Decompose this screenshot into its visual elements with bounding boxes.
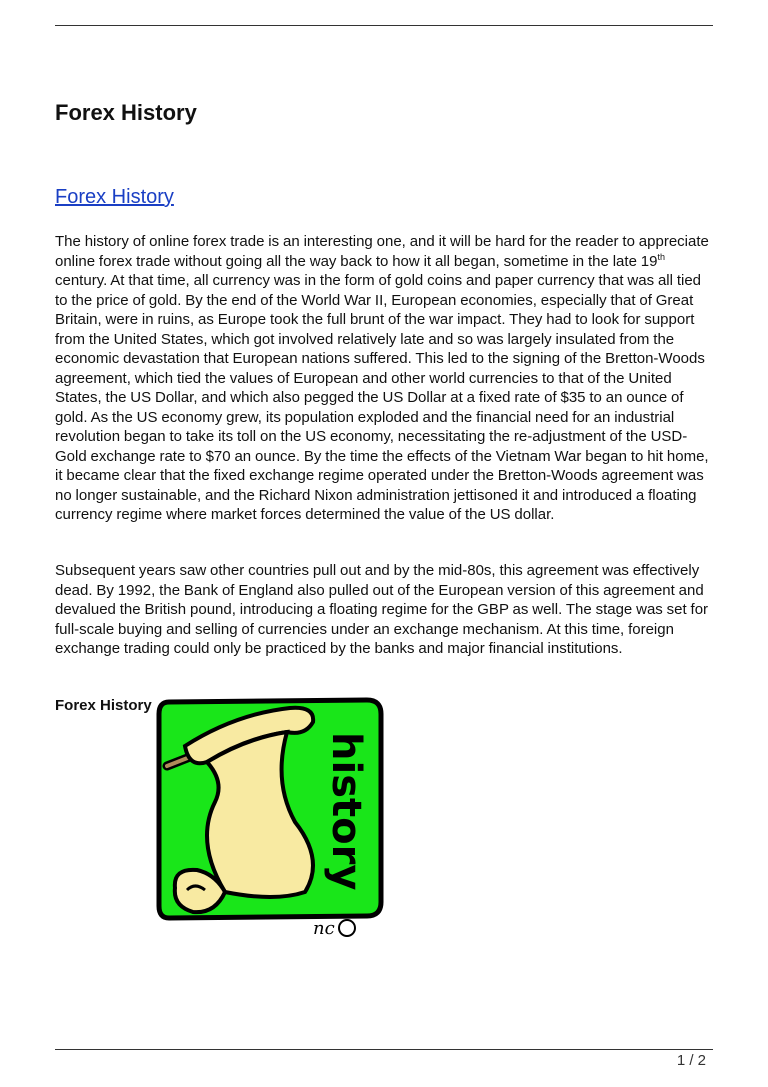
signature-circle bbox=[339, 920, 355, 936]
history-scroll-illustration bbox=[155, 692, 390, 942]
paragraph-1-superscript: th bbox=[657, 251, 665, 262]
history-scroll-icon bbox=[155, 692, 390, 942]
page-number: 1 / 2 bbox=[676, 1052, 706, 1069]
footer-rule bbox=[55, 1049, 713, 1050]
body-paragraph-2: Subsequent years saw other countries pull out and by the mid-80s, this agreement was effectively dead. By 1992, the Bank of England also pulled out of the European version of this agreement and devalued the British pound, introducing a floating regime for the GBP as well. The stage was set for full-scale buying and selling of currencies under an exchange mechanism. At this time, foreign exchange trading could only be practiced by the banks and major financial institutions. bbox=[55, 562, 709, 657]
figure-caption: Forex History bbox=[55, 697, 152, 714]
figure-word: history bbox=[323, 732, 369, 891]
header-rule bbox=[55, 25, 713, 26]
document-title: Forex History bbox=[55, 100, 197, 125]
forex-history-link[interactable]: Forex History bbox=[55, 186, 174, 208]
paragraph-1-text-b: century. At that time, all currency was in the form of gold coins and paper currency that was all tied to the price of gold. By the end of the World War II, European economies, especially that of Great Britain, were in ruins, as Europe took the full brunt of the war impact. They had to look for support from the United States, which got involved relatively late and so was largely insulated from the economic devastation that European nations suffered. This led to the signing of the Bretton-Woods agreement, which tied the values of European and other world currencies to that of the United States, the US Dollar, and which also pegged the US Dollar at a fixed rate of $35 to an ounce of gold. As the US economy grew, its population exploded and the financial need for an industrial revolution began to take its toll on the US economy, necessitating the re-adjustment of the USD-Gold exchange rate to $70 an ounce. By the time the effects of the Vietnam War began to hit home, it became clear that the fixed exchange regime operated under the Bretton-Woods agreement was no longer sustainable, and the Richard Nixon administration jettisoned it and introduced a floating currency regime where market forces determined the value of the US dollar. bbox=[55, 272, 709, 523]
body-paragraph-1 bbox=[55, 232, 715, 525]
figure-signature: nc bbox=[313, 918, 335, 939]
paragraph-1-text-a: The history of online forex trade is an interesting one, and it will be hard for the reader to appreciate online forex trade without going all the way back to how it all began, sometime in the late 19 bbox=[55, 233, 709, 270]
